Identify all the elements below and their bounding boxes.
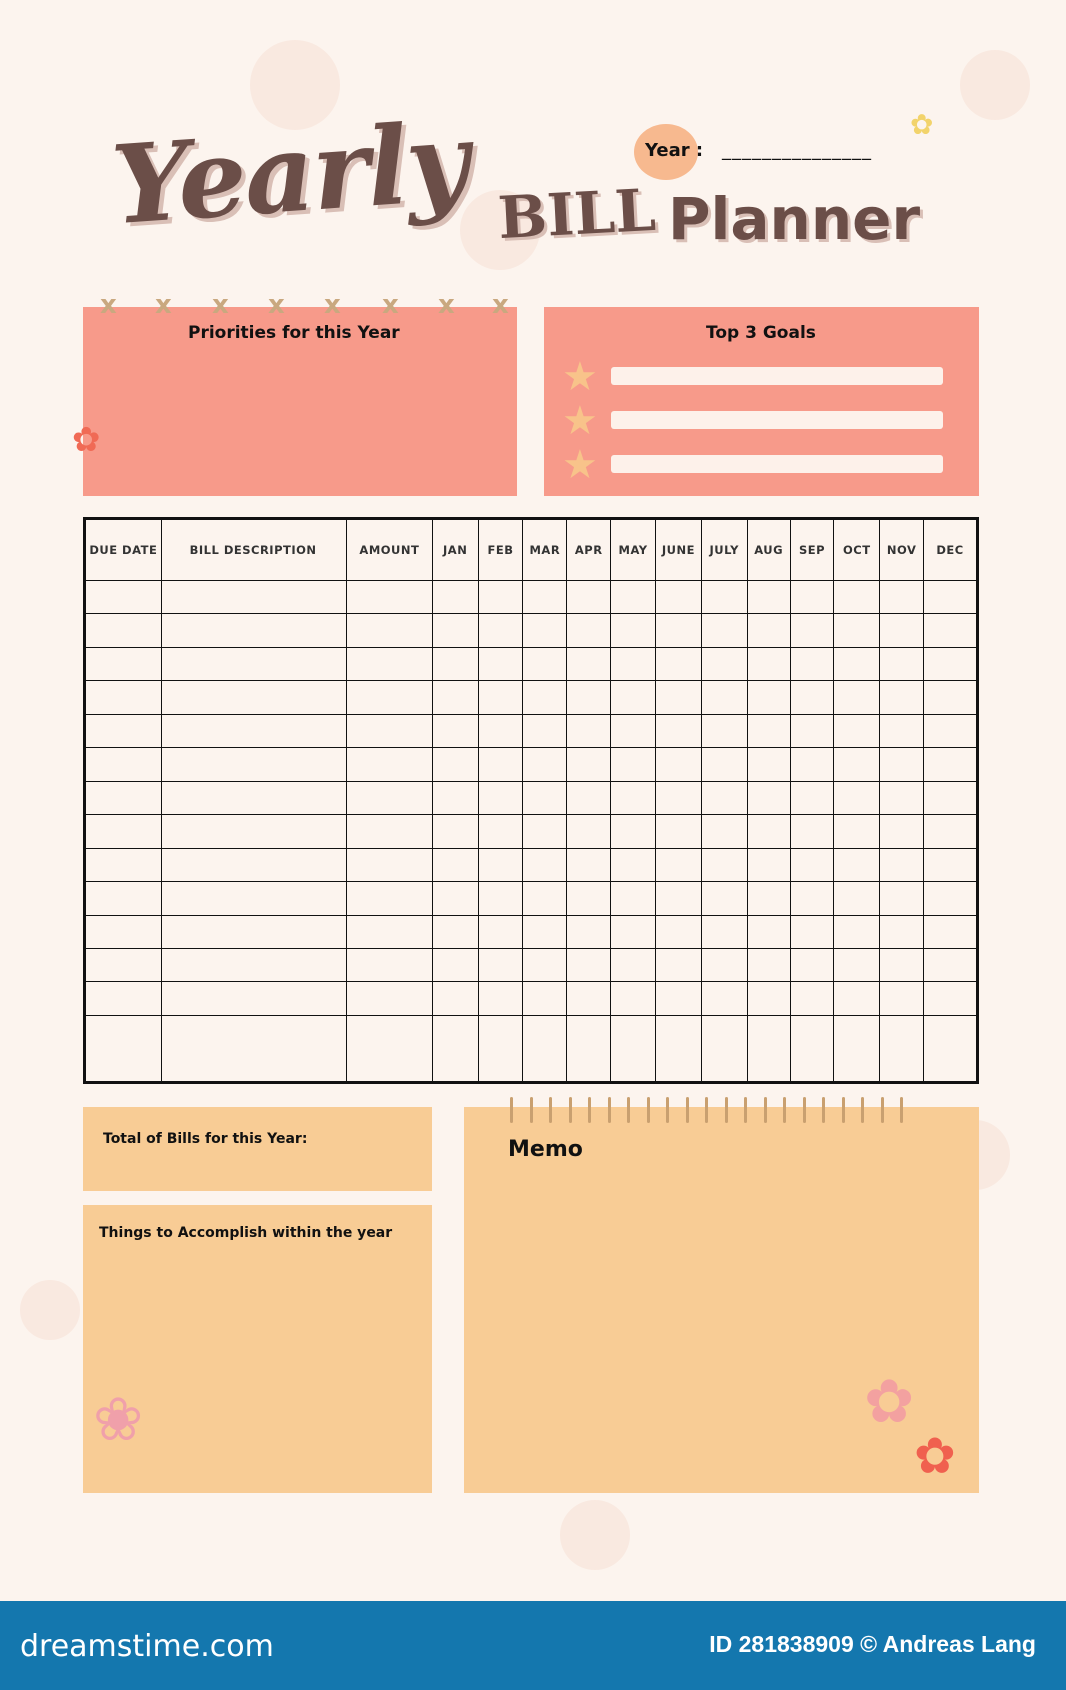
table-cell[interactable] bbox=[432, 647, 478, 680]
table-row bbox=[85, 681, 978, 714]
table-row bbox=[85, 614, 978, 647]
table-cell[interactable] bbox=[478, 681, 523, 714]
table-cell[interactable] bbox=[347, 748, 433, 781]
table-cell[interactable] bbox=[161, 1015, 346, 1082]
spiral-binding bbox=[647, 1097, 650, 1123]
column-header: APR bbox=[567, 519, 611, 581]
table-cell[interactable] bbox=[701, 781, 747, 814]
table-cell[interactable] bbox=[790, 681, 834, 714]
table-cell[interactable] bbox=[85, 1015, 162, 1082]
table-cell[interactable] bbox=[924, 815, 978, 848]
table-row bbox=[85, 581, 978, 614]
table-cell[interactable] bbox=[655, 982, 701, 1015]
table-cell[interactable] bbox=[523, 614, 567, 647]
table-cell[interactable] bbox=[478, 1015, 523, 1082]
table-cell[interactable] bbox=[880, 748, 924, 781]
table-cell[interactable] bbox=[747, 581, 790, 614]
column-header: JAN bbox=[432, 519, 478, 581]
table-cell[interactable] bbox=[790, 848, 834, 881]
spiral-binding bbox=[530, 1097, 533, 1123]
star-icon: ★ bbox=[562, 398, 598, 444]
table-cell[interactable] bbox=[790, 614, 834, 647]
table-cell[interactable] bbox=[611, 748, 656, 781]
table-cell[interactable] bbox=[523, 781, 567, 814]
table-row bbox=[85, 647, 978, 680]
table-cell[interactable] bbox=[567, 1015, 611, 1082]
spiral-binding bbox=[803, 1097, 806, 1123]
table-cell[interactable] bbox=[85, 714, 162, 747]
table-cell[interactable] bbox=[478, 915, 523, 948]
table-cell[interactable] bbox=[880, 948, 924, 981]
table-cell[interactable] bbox=[611, 714, 656, 747]
table-cell[interactable] bbox=[161, 748, 346, 781]
brand-logo[interactable]: dreamstime.com bbox=[20, 1629, 274, 1664]
spiral-binding bbox=[569, 1097, 572, 1123]
stitch-icon: x bbox=[100, 290, 117, 320]
table-cell[interactable] bbox=[655, 915, 701, 948]
things-title: Things to Accomplish within the year bbox=[99, 1225, 393, 1241]
table-cell[interactable] bbox=[478, 848, 523, 881]
table-cell[interactable] bbox=[161, 848, 346, 881]
spiral-binding bbox=[725, 1097, 728, 1123]
table-cell[interactable] bbox=[924, 714, 978, 747]
table-cell[interactable] bbox=[161, 815, 346, 848]
table-cell[interactable] bbox=[432, 848, 478, 881]
table-cell[interactable] bbox=[701, 882, 747, 915]
table-cell[interactable] bbox=[747, 915, 790, 948]
table-cell[interactable] bbox=[790, 781, 834, 814]
table-cell[interactable] bbox=[834, 1015, 880, 1082]
table-cell[interactable] bbox=[790, 714, 834, 747]
table-cell[interactable] bbox=[701, 982, 747, 1015]
column-header: DEC bbox=[924, 519, 978, 581]
table-cell[interactable] bbox=[924, 848, 978, 881]
table-cell[interactable] bbox=[161, 948, 346, 981]
table-row bbox=[85, 948, 978, 981]
table-cell[interactable] bbox=[701, 915, 747, 948]
table-cell[interactable] bbox=[567, 614, 611, 647]
table-cell[interactable] bbox=[924, 581, 978, 614]
star-icon: ★ bbox=[562, 354, 598, 400]
priorities-box[interactable] bbox=[83, 307, 517, 496]
star-icon: ★ bbox=[562, 442, 598, 488]
table-cell[interactable] bbox=[161, 614, 346, 647]
table-cell[interactable] bbox=[747, 647, 790, 680]
table-cell[interactable] bbox=[701, 581, 747, 614]
table-row bbox=[85, 882, 978, 915]
table-cell[interactable] bbox=[432, 948, 478, 981]
table-row bbox=[85, 848, 978, 881]
table-cell[interactable] bbox=[747, 815, 790, 848]
table-cell[interactable] bbox=[567, 948, 611, 981]
priorities-title: Priorities for this Year bbox=[188, 323, 400, 343]
column-header: SEP bbox=[790, 519, 834, 581]
table-cell[interactable] bbox=[834, 614, 880, 647]
table-cell[interactable] bbox=[347, 614, 433, 647]
table-cell[interactable] bbox=[567, 982, 611, 1015]
table-cell[interactable] bbox=[567, 848, 611, 881]
table-cell[interactable] bbox=[347, 714, 433, 747]
table-cell[interactable] bbox=[611, 647, 656, 680]
table-cell[interactable] bbox=[523, 714, 567, 747]
table-cell[interactable] bbox=[523, 882, 567, 915]
bill-table bbox=[83, 517, 979, 1084]
table-cell[interactable] bbox=[85, 781, 162, 814]
table-cell[interactable] bbox=[432, 1015, 478, 1082]
table-cell[interactable] bbox=[432, 915, 478, 948]
table-cell[interactable] bbox=[924, 982, 978, 1015]
credit-text: ID 281838909 © Andreas Lang bbox=[709, 1631, 1036, 1657]
table-cell[interactable] bbox=[611, 681, 656, 714]
table-cell[interactable] bbox=[567, 714, 611, 747]
spiral-binding bbox=[686, 1097, 689, 1123]
table-cell[interactable] bbox=[478, 781, 523, 814]
table-cell[interactable] bbox=[523, 647, 567, 680]
table-cell[interactable] bbox=[611, 815, 656, 848]
footer-bar bbox=[0, 1601, 1066, 1690]
table-cell[interactable] bbox=[655, 681, 701, 714]
column-header: BILL DESCRIPTION bbox=[161, 519, 346, 581]
table-cell[interactable] bbox=[523, 848, 567, 881]
table-cell[interactable] bbox=[523, 915, 567, 948]
table-cell[interactable] bbox=[611, 982, 656, 1015]
table-cell[interactable] bbox=[85, 647, 162, 680]
table-cell[interactable] bbox=[478, 882, 523, 915]
table-cell[interactable] bbox=[924, 882, 978, 915]
table-cell[interactable] bbox=[701, 1015, 747, 1082]
table-cell[interactable] bbox=[701, 948, 747, 981]
table-cell[interactable] bbox=[834, 714, 880, 747]
table-cell[interactable] bbox=[523, 815, 567, 848]
total-title: Total of Bills for this Year: bbox=[103, 1131, 308, 1147]
table-cell[interactable] bbox=[747, 681, 790, 714]
column-header: JUNE bbox=[655, 519, 701, 581]
table-cell[interactable] bbox=[655, 581, 701, 614]
goal-line-1[interactable] bbox=[611, 367, 943, 385]
table-cell[interactable] bbox=[924, 614, 978, 647]
tulip-icon: ❀ bbox=[93, 1385, 144, 1455]
table-cell[interactable] bbox=[567, 915, 611, 948]
table-cell[interactable] bbox=[790, 1015, 834, 1082]
stitch-icon: x bbox=[155, 290, 172, 320]
goal-line-3[interactable] bbox=[611, 455, 943, 473]
spiral-binding bbox=[744, 1097, 747, 1123]
table-cell[interactable] bbox=[85, 915, 162, 948]
table-cell[interactable] bbox=[85, 614, 162, 647]
table-cell[interactable] bbox=[347, 815, 433, 848]
table-cell[interactable] bbox=[85, 681, 162, 714]
table-cell[interactable] bbox=[790, 882, 834, 915]
spiral-binding bbox=[666, 1097, 669, 1123]
total-box[interactable] bbox=[83, 1107, 432, 1191]
stitch-icon: x bbox=[438, 290, 455, 320]
table-cell[interactable] bbox=[790, 948, 834, 981]
table-cell[interactable] bbox=[611, 614, 656, 647]
spiral-binding bbox=[764, 1097, 767, 1123]
table-cell[interactable] bbox=[432, 681, 478, 714]
table-row bbox=[85, 748, 978, 781]
table-cell[interactable] bbox=[834, 882, 880, 915]
table-cell[interactable] bbox=[880, 714, 924, 747]
table-cell[interactable] bbox=[834, 781, 880, 814]
table-cell[interactable] bbox=[701, 815, 747, 848]
table-cell[interactable] bbox=[834, 848, 880, 881]
column-header: DUE DATE bbox=[85, 519, 162, 581]
goals-title: Top 3 Goals bbox=[706, 323, 816, 343]
table-cell[interactable] bbox=[790, 581, 834, 614]
memo-title: Memo bbox=[508, 1137, 583, 1162]
table-cell[interactable] bbox=[834, 748, 880, 781]
table-cell[interactable] bbox=[611, 882, 656, 915]
year-field[interactable]: _______________ bbox=[722, 140, 872, 161]
table-cell[interactable] bbox=[478, 647, 523, 680]
spiral-binding bbox=[705, 1097, 708, 1123]
table-row bbox=[85, 1015, 978, 1082]
stitch-icon: x bbox=[212, 290, 229, 320]
table-cell[interactable] bbox=[924, 781, 978, 814]
table-cell[interactable] bbox=[834, 948, 880, 981]
table-cell[interactable] bbox=[701, 647, 747, 680]
table-cell[interactable] bbox=[85, 882, 162, 915]
table-cell[interactable] bbox=[523, 581, 567, 614]
table-cell[interactable] bbox=[478, 815, 523, 848]
table-cell[interactable] bbox=[880, 614, 924, 647]
stitch-icon: x bbox=[324, 290, 341, 320]
table-cell[interactable] bbox=[347, 948, 433, 981]
table-cell[interactable] bbox=[161, 882, 346, 915]
table-cell[interactable] bbox=[655, 948, 701, 981]
table-cell[interactable] bbox=[523, 948, 567, 981]
table-cell[interactable] bbox=[478, 581, 523, 614]
table-cell[interactable] bbox=[880, 581, 924, 614]
table-cell[interactable] bbox=[655, 1015, 701, 1082]
table-cell[interactable] bbox=[611, 581, 656, 614]
table-cell[interactable] bbox=[85, 581, 162, 614]
table-cell[interactable] bbox=[747, 614, 790, 647]
table-cell[interactable] bbox=[85, 848, 162, 881]
table-cell[interactable] bbox=[523, 1015, 567, 1082]
memo-box[interactable] bbox=[464, 1107, 979, 1493]
spiral-binding bbox=[861, 1097, 864, 1123]
table-cell[interactable] bbox=[880, 915, 924, 948]
table-cell[interactable] bbox=[880, 1015, 924, 1082]
table-cell[interactable] bbox=[924, 748, 978, 781]
spiral-binding bbox=[588, 1097, 591, 1123]
table-cell[interactable] bbox=[834, 647, 880, 680]
table-cell[interactable] bbox=[161, 681, 346, 714]
table-cell[interactable] bbox=[85, 748, 162, 781]
table-cell[interactable] bbox=[747, 882, 790, 915]
flower-icon: ✿ bbox=[914, 1427, 956, 1485]
table-cell[interactable] bbox=[655, 815, 701, 848]
table-row bbox=[85, 781, 978, 814]
table-cell[interactable] bbox=[432, 815, 478, 848]
flower-icon: ✿ bbox=[864, 1367, 915, 1437]
table-cell[interactable] bbox=[567, 647, 611, 680]
table-cell[interactable] bbox=[478, 714, 523, 747]
year-label: Year : bbox=[645, 140, 704, 161]
table-cell[interactable] bbox=[432, 882, 478, 915]
table-cell[interactable] bbox=[478, 948, 523, 981]
table-cell[interactable] bbox=[347, 781, 433, 814]
table-cell[interactable] bbox=[880, 982, 924, 1015]
table-row bbox=[85, 915, 978, 948]
table-cell[interactable] bbox=[432, 781, 478, 814]
table-cell[interactable] bbox=[347, 681, 433, 714]
table-row bbox=[85, 714, 978, 747]
table-cell[interactable] bbox=[347, 647, 433, 680]
table-cell[interactable] bbox=[567, 815, 611, 848]
table-cell[interactable] bbox=[611, 848, 656, 881]
table-cell[interactable] bbox=[161, 982, 346, 1015]
table-cell[interactable] bbox=[432, 748, 478, 781]
title-bill: BILL bbox=[496, 175, 658, 253]
table-cell[interactable] bbox=[747, 948, 790, 981]
table-cell[interactable] bbox=[85, 815, 162, 848]
table-cell[interactable] bbox=[655, 614, 701, 647]
table-cell[interactable] bbox=[924, 948, 978, 981]
table-cell[interactable] bbox=[790, 982, 834, 1015]
column-header: MAY bbox=[611, 519, 656, 581]
table-cell[interactable] bbox=[347, 982, 433, 1015]
table-cell[interactable] bbox=[523, 748, 567, 781]
table-cell[interactable] bbox=[880, 815, 924, 848]
stitch-icon: x bbox=[492, 290, 509, 320]
table-cell[interactable] bbox=[611, 781, 656, 814]
table-cell[interactable] bbox=[523, 982, 567, 1015]
table-cell[interactable] bbox=[655, 848, 701, 881]
table-cell[interactable] bbox=[747, 848, 790, 881]
table-cell[interactable] bbox=[701, 848, 747, 881]
table-cell[interactable] bbox=[701, 748, 747, 781]
table-cell[interactable] bbox=[567, 882, 611, 915]
table-cell[interactable] bbox=[161, 714, 346, 747]
table-cell[interactable] bbox=[880, 681, 924, 714]
table-cell[interactable] bbox=[85, 948, 162, 981]
table-row bbox=[85, 982, 978, 1015]
table-cell[interactable] bbox=[834, 915, 880, 948]
table-cell[interactable] bbox=[567, 748, 611, 781]
table-cell[interactable] bbox=[161, 915, 346, 948]
table-cell[interactable] bbox=[701, 681, 747, 714]
stitch-icon: x bbox=[382, 290, 399, 320]
table-cell[interactable] bbox=[924, 915, 978, 948]
table-cell[interactable] bbox=[655, 781, 701, 814]
spiral-binding bbox=[842, 1097, 845, 1123]
column-header: OCT bbox=[834, 519, 880, 581]
column-header: NOV bbox=[880, 519, 924, 581]
table-cell[interactable] bbox=[880, 882, 924, 915]
column-header: FEB bbox=[478, 519, 523, 581]
table-cell[interactable] bbox=[834, 982, 880, 1015]
goals-box[interactable] bbox=[544, 307, 979, 496]
column-header: MAR bbox=[523, 519, 567, 581]
table-cell[interactable] bbox=[478, 982, 523, 1015]
table-cell[interactable] bbox=[655, 882, 701, 915]
spiral-binding bbox=[549, 1097, 552, 1123]
spiral-binding bbox=[783, 1097, 786, 1123]
spiral-binding bbox=[510, 1097, 513, 1123]
table-cell[interactable] bbox=[478, 748, 523, 781]
table-cell[interactable] bbox=[161, 781, 346, 814]
table-cell[interactable] bbox=[834, 681, 880, 714]
table-cell[interactable] bbox=[347, 1015, 433, 1082]
table-cell[interactable] bbox=[747, 748, 790, 781]
table-cell[interactable] bbox=[790, 815, 834, 848]
title-planner: Planner bbox=[668, 185, 921, 253]
spiral-binding bbox=[881, 1097, 884, 1123]
tulip-icon: ✿ bbox=[910, 108, 934, 141]
table-cell[interactable] bbox=[567, 581, 611, 614]
table-cell[interactable] bbox=[747, 1015, 790, 1082]
table-cell[interactable] bbox=[880, 781, 924, 814]
table-row bbox=[85, 815, 978, 848]
table-cell[interactable] bbox=[747, 982, 790, 1015]
table-cell[interactable] bbox=[701, 614, 747, 647]
spiral-binding bbox=[822, 1097, 825, 1123]
table-cell[interactable] bbox=[611, 915, 656, 948]
table-cell[interactable] bbox=[790, 748, 834, 781]
table-cell[interactable] bbox=[924, 647, 978, 680]
table-cell[interactable] bbox=[432, 714, 478, 747]
table-cell[interactable] bbox=[655, 714, 701, 747]
things-box[interactable] bbox=[83, 1205, 432, 1493]
column-header: JULY bbox=[701, 519, 747, 581]
table-cell[interactable] bbox=[347, 581, 433, 614]
table-cell[interactable] bbox=[834, 581, 880, 614]
table-cell[interactable] bbox=[747, 781, 790, 814]
table-cell[interactable] bbox=[790, 915, 834, 948]
table-cell[interactable] bbox=[347, 848, 433, 881]
table-cell[interactable] bbox=[85, 982, 162, 1015]
column-header: AMOUNT bbox=[347, 519, 433, 581]
spiral-binding bbox=[627, 1097, 630, 1123]
table-cell[interactable] bbox=[567, 681, 611, 714]
table-cell[interactable] bbox=[880, 848, 924, 881]
table-cell[interactable] bbox=[924, 1015, 978, 1082]
table-cell[interactable] bbox=[432, 982, 478, 1015]
table-cell[interactable] bbox=[478, 614, 523, 647]
table-cell[interactable] bbox=[880, 647, 924, 680]
table-cell[interactable] bbox=[747, 714, 790, 747]
spiral-binding bbox=[608, 1097, 611, 1123]
column-header: AUG bbox=[747, 519, 790, 581]
table-cell[interactable] bbox=[701, 714, 747, 747]
table-cell[interactable] bbox=[790, 647, 834, 680]
table-cell[interactable] bbox=[611, 1015, 656, 1082]
table-cell[interactable] bbox=[567, 781, 611, 814]
flower-icon: ✿ bbox=[72, 420, 101, 460]
table-cell[interactable] bbox=[523, 681, 567, 714]
table-cell[interactable] bbox=[432, 614, 478, 647]
table-cell[interactable] bbox=[924, 681, 978, 714]
table-cell[interactable] bbox=[655, 748, 701, 781]
table-cell[interactable] bbox=[432, 581, 478, 614]
table-cell[interactable] bbox=[161, 647, 346, 680]
spiral-binding bbox=[900, 1097, 903, 1123]
table-cell[interactable] bbox=[161, 581, 346, 614]
goal-line-2[interactable] bbox=[611, 411, 943, 429]
table-cell[interactable] bbox=[655, 647, 701, 680]
stitch-icon: x bbox=[268, 290, 285, 320]
table-cell[interactable] bbox=[347, 882, 433, 915]
table-cell[interactable] bbox=[611, 948, 656, 981]
table-cell[interactable] bbox=[834, 815, 880, 848]
title-yearly: Yearly bbox=[107, 98, 472, 250]
table-cell[interactable] bbox=[347, 915, 433, 948]
